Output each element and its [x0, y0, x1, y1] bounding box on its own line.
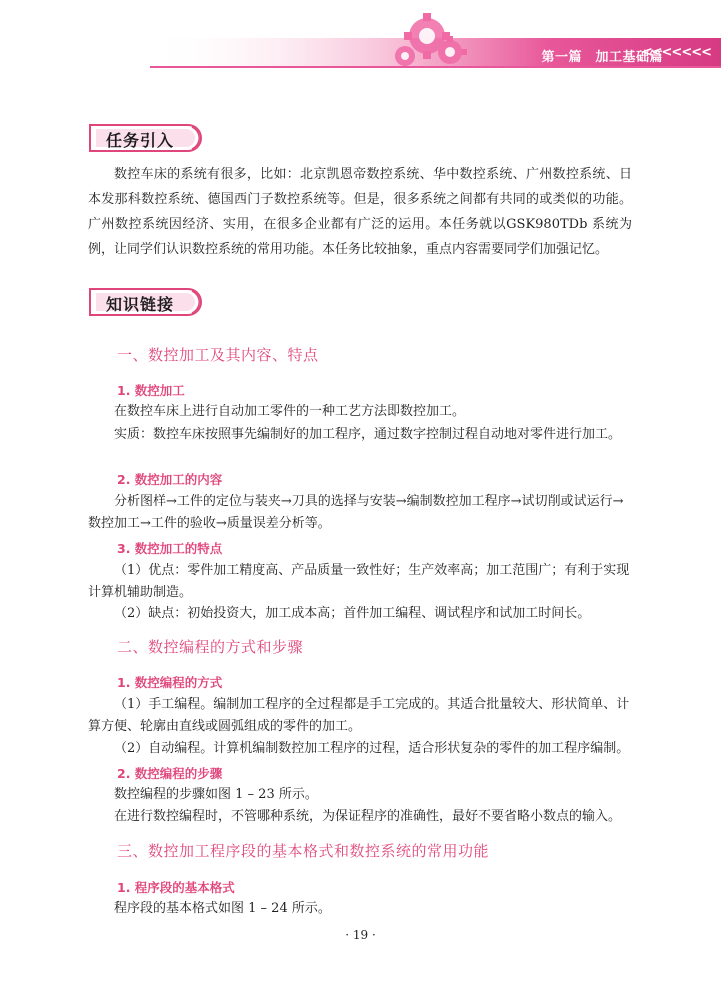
s2-para-1: （1）手工编程。编制加工程序的全过程都是手工完成的。其适合批量较大、形状简单、计算方便、轮廓由直线或圆弧组成的零件的加工。	[88, 697, 630, 734]
s1-para-3: 分析图样→工件的定位与装夹→刀具的选择与安装→编制数控加工程序→试切削或试运行→数控加工→工件的验收→质量误差分析等。	[88, 494, 624, 531]
intro-paragraph	[88, 162, 632, 262]
section-1-heading: 一、数控加工及其内容、特点	[117, 346, 319, 364]
section-3-heading: 三、数控加工程序段的基本格式和数控系统的常用功能	[117, 842, 490, 860]
task-intro-tab	[88, 123, 210, 153]
s2-subheading-1: 1. 数控编程的方式	[117, 675, 223, 690]
s1-para-4: （1）优点：零件加工精度高、产品质量一致性好；生产效率高；加工范围广；有利于实现计算机辅助制造。	[88, 563, 630, 600]
s1-subheading-3: 3. 数控加工的特点	[117, 541, 223, 556]
s1-subheading-2: 2. 数控加工的内容	[117, 472, 223, 487]
page-header	[0, 0, 721, 70]
gear-icon	[365, 8, 475, 70]
s1-para-1: 在数控车床上进行自动加工零件的一种工艺方法即数控加工。	[114, 404, 466, 419]
chevrons-decoration: <<<<<<<	[641, 45, 711, 60]
s1-para-2: 实质：数控车床按照事先编制好的加工程序，通过数字控制过程自动地对零件进行加工。	[114, 427, 622, 442]
task-intro-label: 任务引入	[106, 131, 175, 150]
s2-para-2: （2）自动编程。计算机编制数控加工程序的过程，适合形状复杂的零件的加工程序编制。	[114, 741, 630, 756]
knowledge-label: 知识链接	[106, 295, 175, 314]
s1-para-5: （2）缺点：初始投资大，加工成本高；首件加工编程、调试程序和试加工时间长。	[114, 606, 591, 621]
s3-subheading-1: 1. 程序段的基本格式	[117, 880, 235, 895]
s2-para-3: 数控编程的步骤如图 1 – 23 所示。	[114, 787, 318, 802]
page-number: · 19 ·	[345, 928, 376, 942]
s2-para-4: 在进行数控编程时，不管哪种系统，为保证程序的准确性，最好不要省略小数点的输入。	[114, 809, 622, 824]
intro-text: 数控车床的系统有很多，比如：北京凯恩帝数控系统、华中数控系统、广州数控系统、日本发那科数控系统、德国西门子数控系统等。但是，很多系统之间都有共同的或类似的功能。广州数控系统因经济、实用，在很多企业都有广泛的运用。本任务就以GSK980TDb 系统为例，让同学们认识数控系统的常用功能。本任务比较抽象，重点内容需要同学们加强记忆。	[88, 167, 632, 257]
s3-para-1: 程序段的基本格式如图 1 – 24 所示。	[114, 901, 331, 916]
section-title: 第一篇 加工基础篇	[541, 50, 663, 65]
s1-subheading-1: 1. 数控加工	[117, 383, 185, 398]
section-2-heading: 二、数控编程的方式和步骤	[117, 638, 304, 656]
knowledge-tab	[88, 287, 210, 317]
s2-subheading-2: 2. 数控编程的步骤	[117, 766, 223, 781]
